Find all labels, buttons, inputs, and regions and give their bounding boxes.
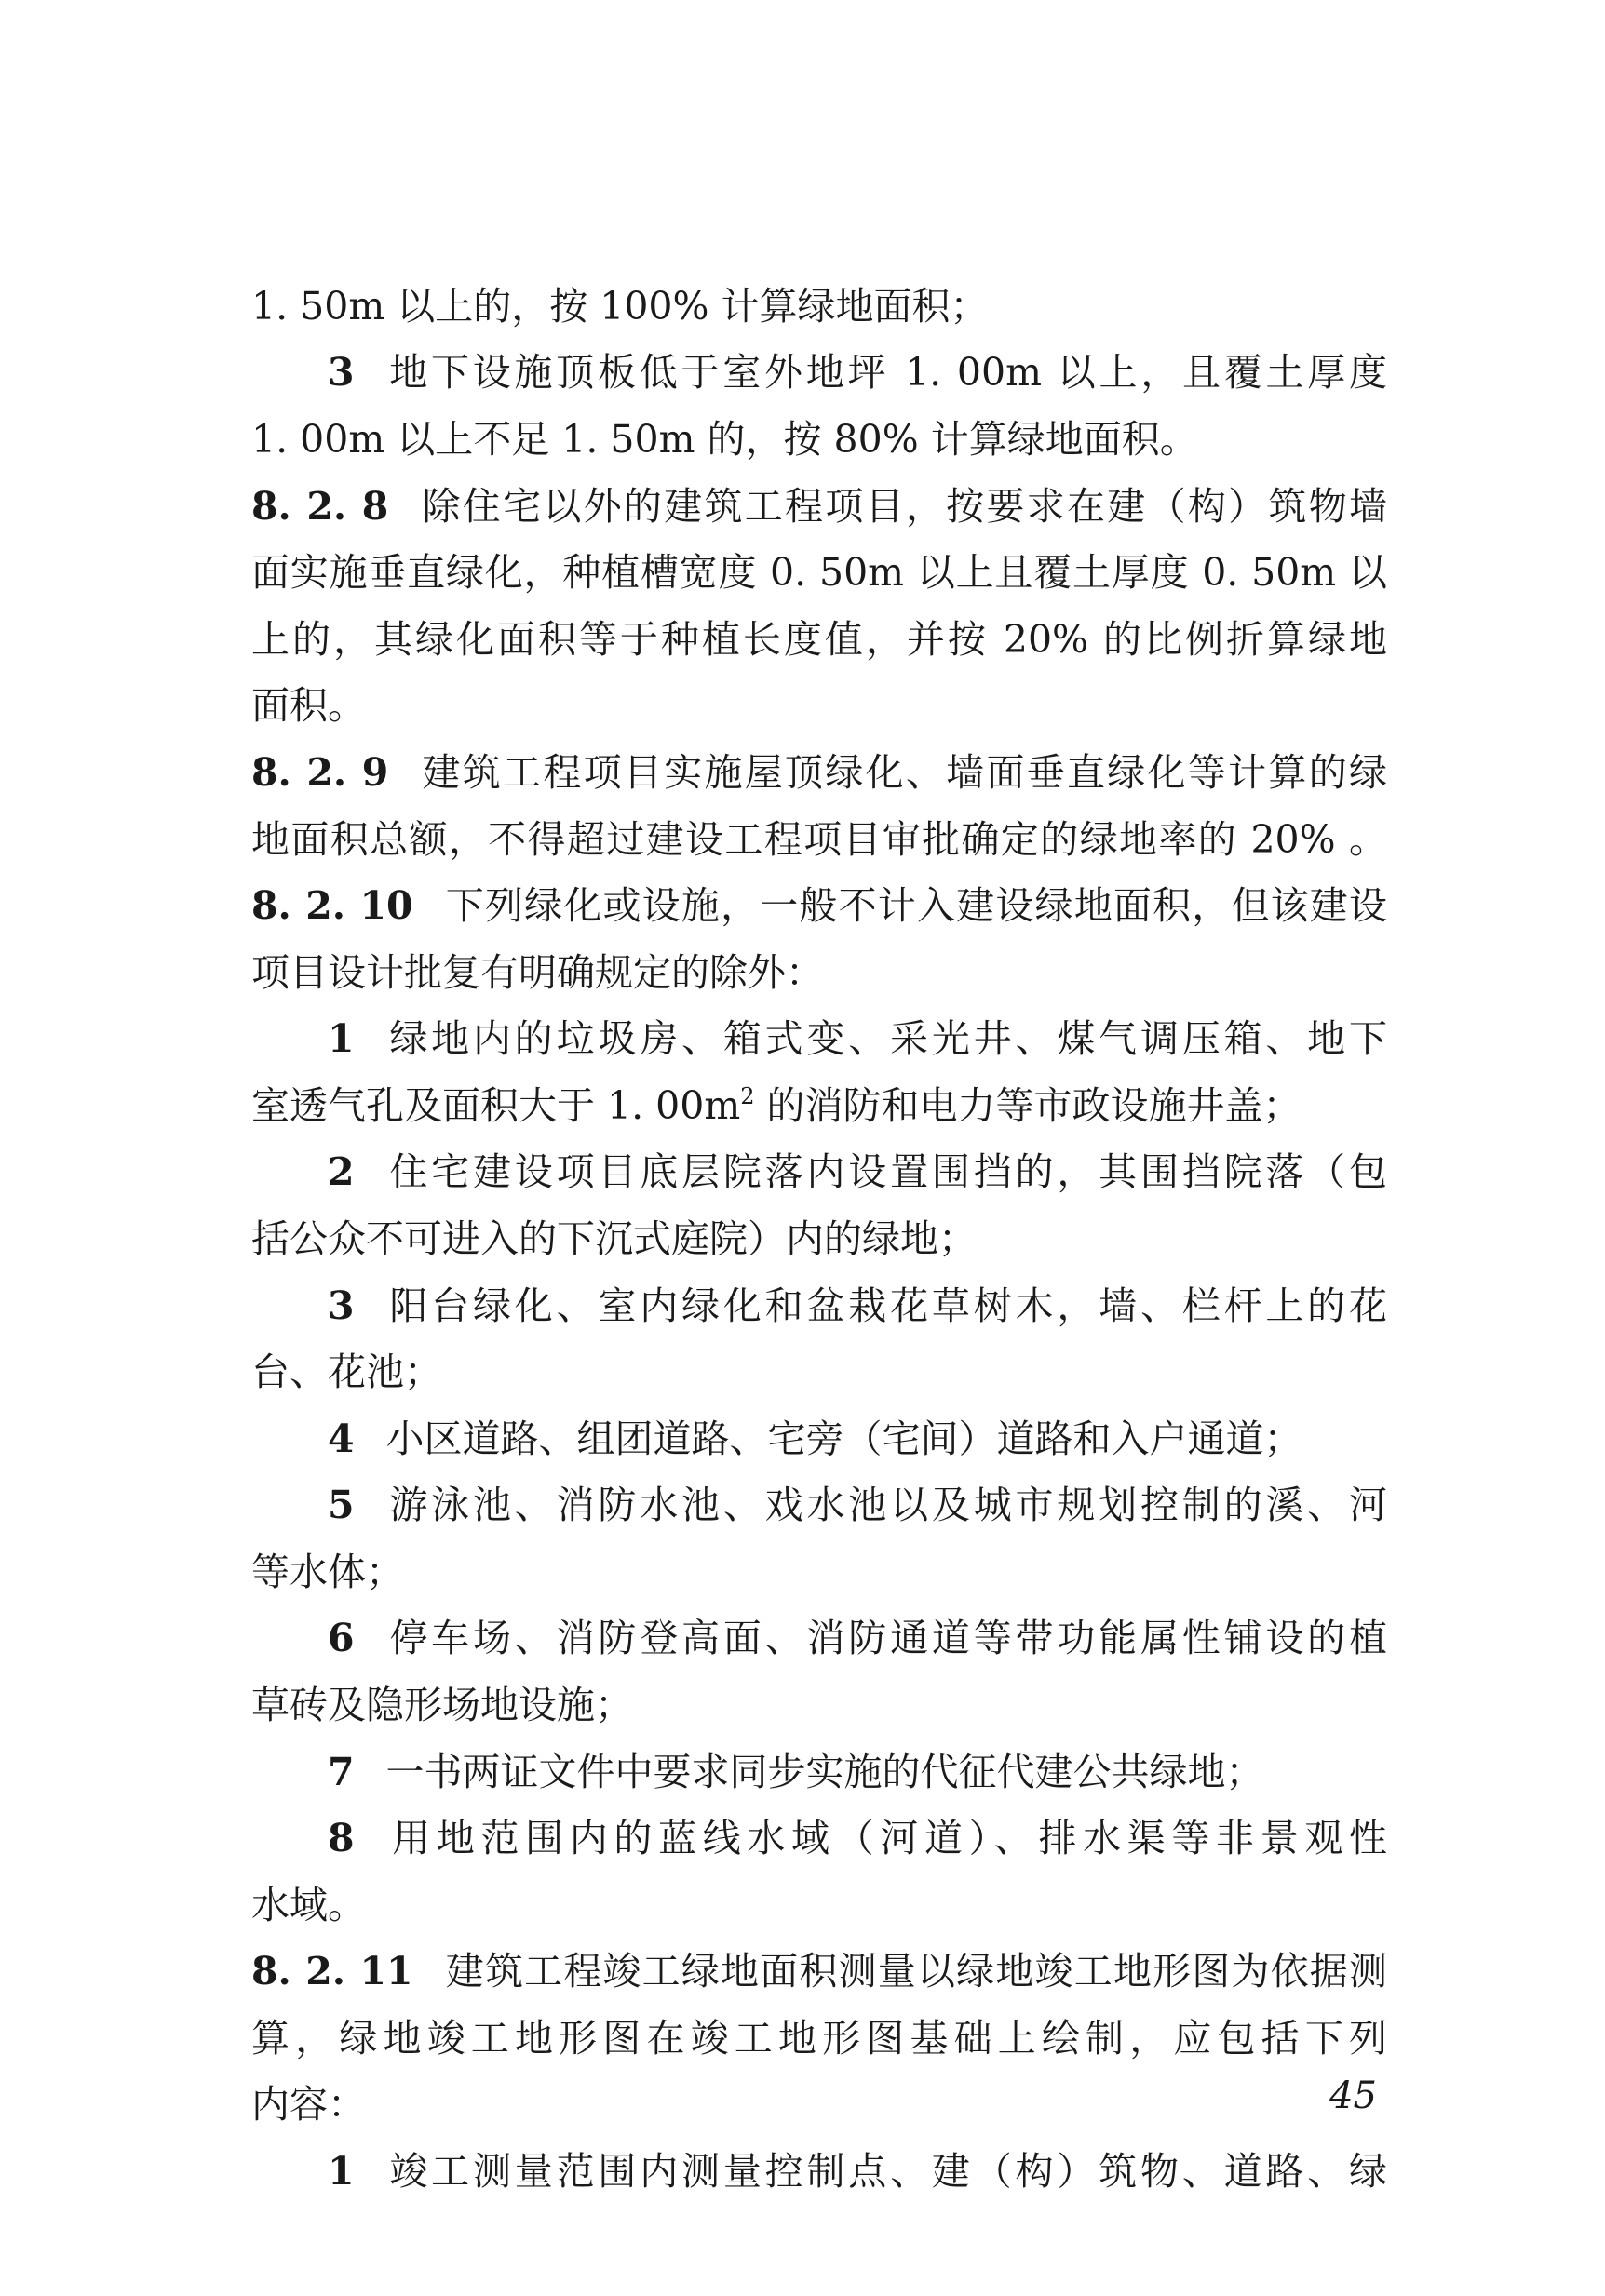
item-number: 3 — [328, 1283, 355, 1328]
superscript: 2 — [740, 1083, 755, 1109]
item-number: 7 — [328, 1750, 355, 1794]
text-line: 面积。 — [251, 683, 366, 728]
item-number: 1 — [328, 1016, 355, 1061]
item-number: 1 — [328, 2149, 355, 2194]
clause-number: 8. 2. 9 — [251, 750, 389, 795]
clause-number: 8. 2. 8 — [251, 484, 389, 529]
item-number: 4 — [328, 1417, 355, 1461]
text-line: 7 一书两证文件中要求同步实施的代征代建公共绿地； — [328, 1750, 1264, 1794]
text-line: 6 停车场、消防登高面、消防通道等带功能属性铺设的植 — [328, 1616, 1387, 1660]
text-line: 室透气孔及面积大于 1. $00m^2$ 的消防和电力等市政设施井盖； — [251, 1083, 1302, 1128]
text-line: 水域。 — [251, 1883, 366, 1927]
text-line: 草砖及隐形场地设施； — [251, 1683, 633, 1727]
text-line: 内容： — [251, 2082, 366, 2127]
text-line: 5 游泳池、消防水池、戏水池以及城市规划控制的溪、河 — [328, 1483, 1387, 1527]
text-line: 3 地下设施顶板低于室外地坪 1. 00m 以上，且覆土厚度 — [328, 350, 1387, 395]
text-line: 3 阳台绿化、室内绿化和盆栽花草树木，墙、栏杆上的花 — [328, 1283, 1387, 1328]
item-number: 2 — [328, 1149, 355, 1194]
text-line: 4 小区道路、组团道路、宅旁（宅间）道路和入户通道； — [328, 1417, 1302, 1461]
page-number: 45 — [1329, 2074, 1377, 2117]
text-line: 8 用地范围内的蓝线水域（河道）、排水渠等非景观性 — [328, 1816, 1387, 1860]
text-line: 8. 2. 11 建筑工程竣工绿地面积测量以绿地竣工地形图为依据测 — [251, 1949, 1387, 1994]
item-number: 5 — [328, 1483, 355, 1527]
text-line: 1. 50m 以上的，按 100% 计算绿地面积； — [251, 284, 989, 329]
text-line: 8. 2. 8 除住宅以外的建筑工程项目，按要求在建（构）筑物墙 — [251, 484, 1387, 529]
text-line: 上的，其绿化面积等于种植长度值，并按 20% 的比例折算绿地 — [251, 617, 1387, 662]
text-line: 2 住宅建设项目底层院落内设置围挡的，其围挡院落（包 — [328, 1149, 1387, 1194]
text-line: 括公众不可进入的下沉式庭院）内的绿地； — [251, 1216, 977, 1261]
text-line: 等水体； — [251, 1550, 404, 1594]
text-line: 1. 00m 以上不足 1. 50m 的，按 80% 计算绿地面积。 — [251, 417, 1198, 462]
clause-number: 8. 2. 11 — [251, 1949, 413, 1994]
text-line: 算，绿地竣工地形图在竣工地形图基础上绘制，应包括下列 — [251, 2016, 1387, 2061]
text-line: 1 绿地内的垃圾房、箱式变、采光井、煤气调压箱、地下 — [328, 1016, 1387, 1061]
item-number: 3 — [328, 350, 355, 395]
item-number: 6 — [328, 1616, 355, 1660]
text-line: 台、花池； — [251, 1349, 442, 1394]
text-line: 8. 2. 10 下列绿化或设施，一般不计入建设绿地面积，但该建设 — [251, 883, 1387, 928]
clause-number: 8. 2. 10 — [251, 883, 413, 928]
text-line: 1 竣工测量范围内测量控制点、建（构）筑物、道路、绿 — [328, 2149, 1387, 2194]
text-line: 8. 2. 9 建筑工程项目实施屋顶绿化、墙面垂直绿化等计算的绿 — [251, 750, 1387, 795]
text-line: 项目设计批复有明确规定的除外： — [251, 950, 824, 995]
text-line: 面实施垂直绿化，种植槽宽度 0. 50m 以上且覆土厚度 0. 50m 以 — [251, 550, 1387, 595]
item-number: 8 — [328, 1816, 355, 1860]
text-line: 地面积总额，不得超过建设工程项目审批确定的绿地率的 20% 。 — [251, 817, 1387, 862]
